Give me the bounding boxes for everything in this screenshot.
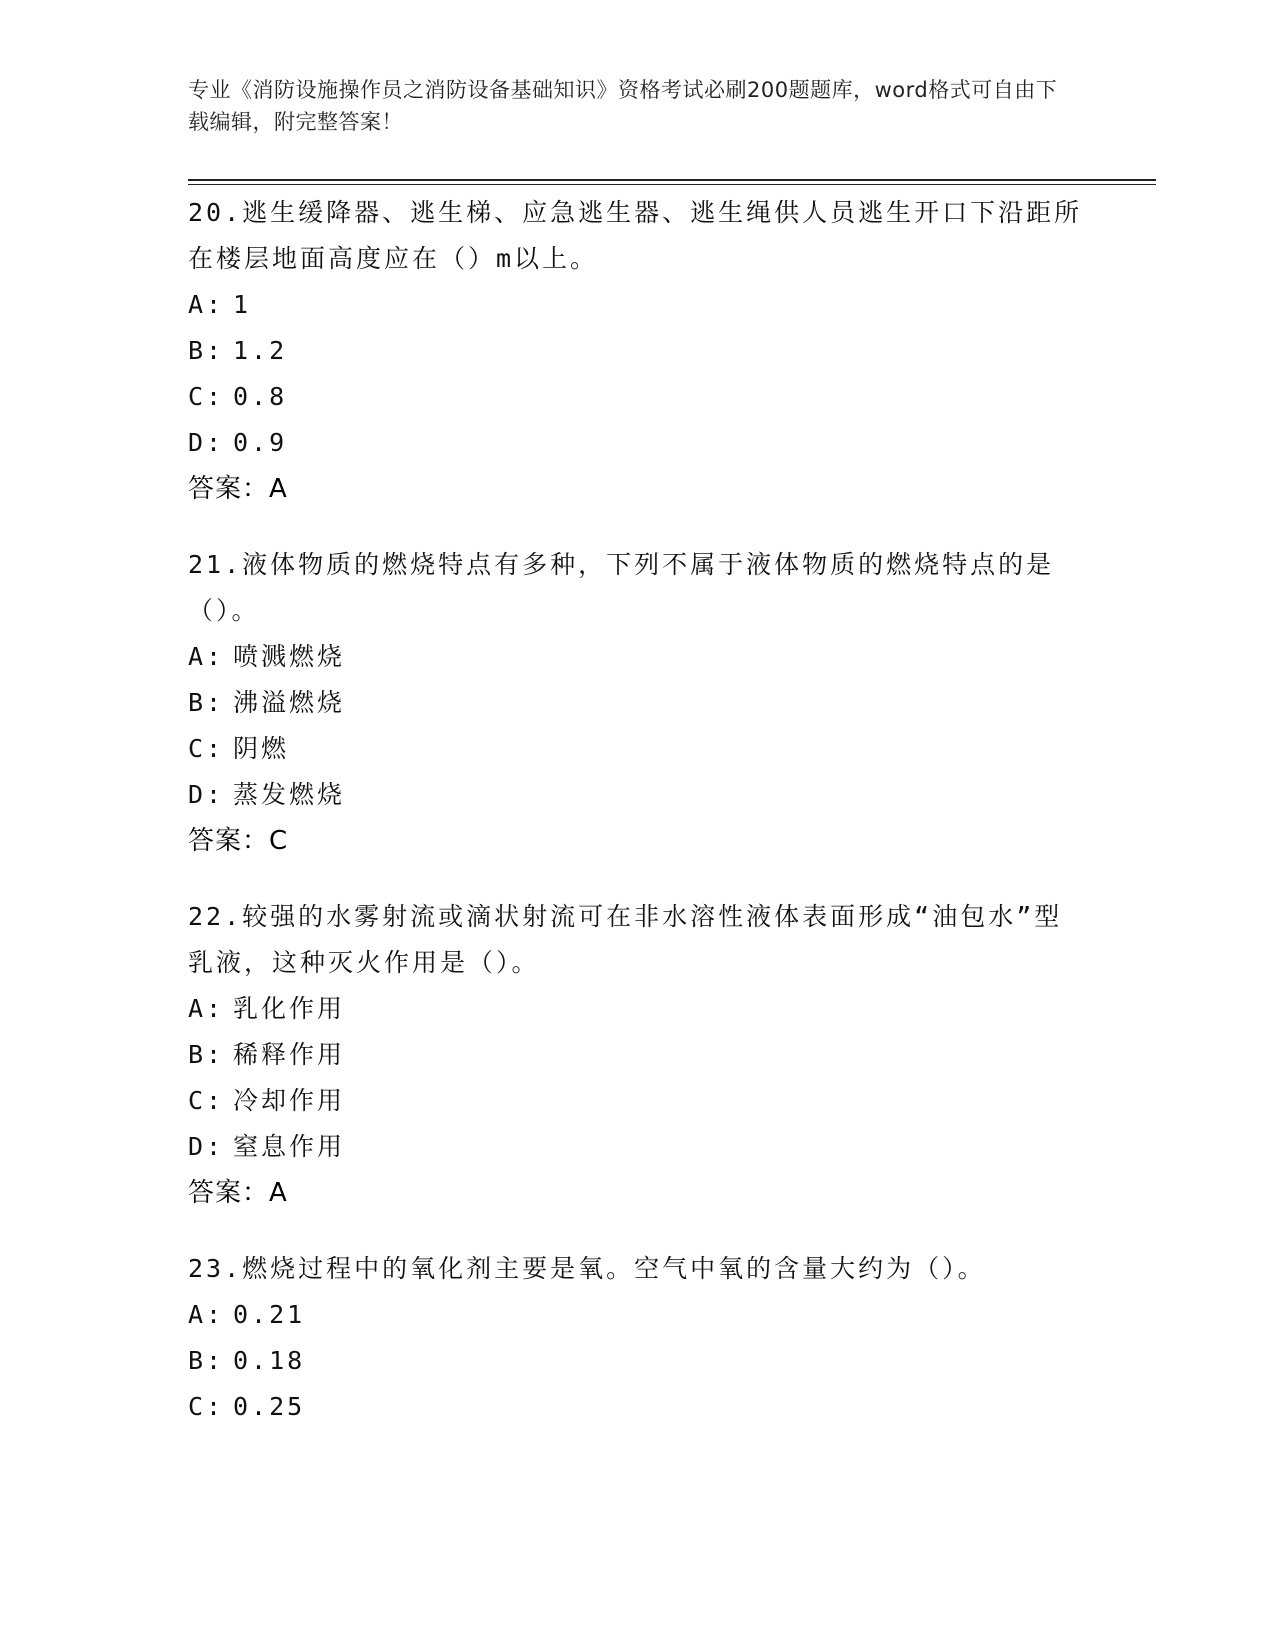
question-stem: 23.燃烧过程中的氧化剂主要是氧。空气中氧的含量大约为（）。	[188, 1254, 986, 1283]
option-text: 0.25	[233, 1392, 306, 1421]
question-22	[188, 894, 1088, 1216]
option-b	[188, 328, 1088, 374]
option-key: C:	[188, 1086, 225, 1115]
question-21	[188, 542, 1088, 864]
option-text: 1	[233, 290, 252, 319]
answer-line: 答案：A	[188, 474, 288, 504]
answer-line: 答案：A	[188, 1178, 288, 1208]
document-header: 专业《消防设施操作员之消防设备基础知识》资格考试必刷200题题库，word格式可自由下载编辑，附完整答案！	[188, 78, 1058, 134]
option-key: A:	[188, 1300, 225, 1329]
option-text: 0.21	[233, 1300, 306, 1329]
option-text: 阴燃	[233, 734, 290, 763]
option-key: A:	[188, 994, 225, 1023]
option-d	[188, 772, 1088, 818]
option-d	[188, 1124, 1088, 1170]
question-23	[188, 1246, 1088, 1430]
option-text: 0.18	[233, 1346, 306, 1375]
question-list	[188, 190, 1088, 1460]
option-b	[188, 1032, 1088, 1078]
option-text: 冷却作用	[233, 1086, 346, 1115]
option-text: 稀释作用	[233, 1040, 346, 1069]
option-text: 沸溢燃烧	[233, 688, 346, 717]
option-c	[188, 1384, 1088, 1430]
option-d	[188, 420, 1088, 466]
option-key: C:	[188, 382, 225, 411]
option-text: 蒸发燃烧	[233, 780, 346, 809]
option-key: C:	[188, 1392, 225, 1421]
option-key: D:	[188, 780, 225, 809]
option-key: B:	[188, 1040, 225, 1069]
option-key: B:	[188, 688, 225, 717]
option-key: B:	[188, 336, 225, 365]
option-c	[188, 1078, 1088, 1124]
option-key: D:	[188, 428, 225, 457]
option-key: A:	[188, 290, 225, 319]
question-stem: 22.较强的水雾射流或滴状射流可在非水溶性液体表面形成“油包水”型乳液，这种灭火作用是（）。	[188, 902, 1063, 977]
option-text: 1.2	[233, 336, 288, 365]
question-20	[188, 190, 1088, 512]
option-text: 0.9	[233, 428, 288, 457]
option-a	[188, 1292, 1088, 1338]
option-c	[188, 726, 1088, 772]
option-text: 0.8	[233, 382, 288, 411]
option-text: 窒息作用	[233, 1132, 346, 1161]
option-c	[188, 374, 1088, 420]
header-divider-thick	[188, 179, 1156, 181]
question-stem: 21.液体物质的燃烧特点有多种，下列不属于液体物质的燃烧特点的是（）。	[188, 550, 1055, 625]
option-text: 喷溅燃烧	[233, 642, 346, 671]
option-key: C:	[188, 734, 225, 763]
option-text: 乳化作用	[233, 994, 346, 1023]
option-a	[188, 986, 1088, 1032]
option-key: D:	[188, 1132, 225, 1161]
option-b	[188, 680, 1088, 726]
option-key: A:	[188, 642, 225, 671]
option-key: B:	[188, 1346, 225, 1375]
option-a	[188, 282, 1088, 328]
question-stem: 20.逃生缓降器、逃生梯、应急逃生器、逃生绳供人员逃生开口下沿距所在楼层地面高度应在（）m以上。	[188, 198, 1083, 273]
option-a	[188, 634, 1088, 680]
answer-line: 答案：C	[188, 826, 289, 856]
header-divider-thin	[188, 184, 1156, 185]
option-b	[188, 1338, 1088, 1384]
